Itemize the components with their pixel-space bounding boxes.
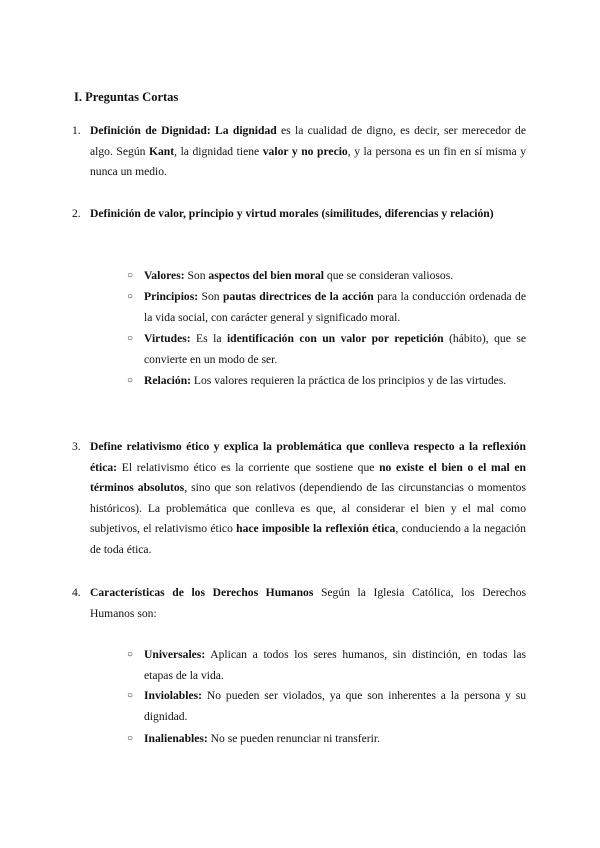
q3-term-absolutos: no existe el bien o el mal en términos absolutos (90, 460, 527, 494)
bullet-icon: ○ (127, 291, 134, 302)
item-label: Virtudes: (144, 332, 191, 345)
item-text: para la conducción ordenada de la vida social, con carácter general y significado moral. (144, 290, 526, 324)
question-number: 2. (72, 207, 81, 220)
list-item (127, 686, 526, 727)
q3-text-c: , conduciendo a la negación de toda ética. (90, 522, 526, 556)
item-term: identificación con un valor por repetición (226, 332, 444, 345)
item-text: Los valores requieren la práctica de los principios y de las virtudes. (191, 374, 507, 387)
q1-term-valor: valor y no precio (262, 144, 348, 158)
item-label: Principios: (144, 290, 199, 303)
item-term: pautas directrices de la acción (223, 290, 374, 303)
list-item (127, 645, 526, 686)
q3-term-imposible: hace imposible la reflexión ética (236, 522, 396, 535)
question-4 (72, 583, 527, 624)
q1-term-dignidad: La dignidad (215, 124, 277, 137)
section-heading: I. Preguntas Cortas (74, 90, 179, 104)
item-label: Relación: (144, 374, 192, 387)
list-item (127, 287, 526, 328)
q4-title: Características de los Derechos Humanos (90, 586, 314, 599)
item-term: aspectos del bien moral (208, 269, 325, 282)
item-label: Valores: (144, 269, 185, 282)
item-text: que se consideran valiosos. (324, 269, 454, 282)
q2-title: Definición de valor, principio y virtud morales (similitudes, diferencias y relación) (90, 207, 494, 220)
q3-text-b: , sino que son relativos (dependiendo de las circunstancias o momentos históricos). La problemática que conlleva es que, al considerar el bien y el mal como subjetivos, el relativismo ético (90, 481, 526, 535)
list-item (127, 329, 526, 370)
item-text: Aplican a todos los seres humanos, sin distinción, en todas las etapas de la vida. (144, 648, 526, 682)
item-text: (hábito), que se convierte en un modo de ser. (144, 332, 526, 366)
item-label: Inalienables: (144, 732, 208, 745)
q1-term-kant: Kant (148, 144, 175, 158)
bullet-icon: ○ (127, 270, 134, 281)
item-label: Inviolables: (144, 689, 202, 702)
list-item (127, 266, 526, 287)
bullet-icon: ○ (127, 690, 134, 701)
bullet-icon: ○ (127, 733, 134, 744)
question-2 (72, 204, 526, 225)
q1-title: Definición de Dignidad: (90, 124, 211, 137)
list-item (127, 371, 526, 392)
q3-title: Define relativismo ético y explica la problemática que conlleva respecto a la reflexión ética: (90, 440, 526, 474)
item-text: Son (198, 290, 224, 303)
item-text: No se pueden renunciar ni transferir. (207, 732, 381, 745)
q1-text-a: es la cualidad de digno, es decir, ser merecedor de algo. Según (90, 124, 526, 158)
list-item (127, 729, 526, 750)
bullet-icon: ○ (127, 375, 134, 386)
q1-text-c: , y la persona es un fin en sí misma y nunca un medio. (90, 144, 527, 178)
question-number: 3. (72, 440, 81, 453)
question-3 (72, 437, 527, 560)
item-text: Son (184, 269, 209, 282)
item-label: Universales: (144, 648, 206, 661)
item-text: Es la (190, 332, 227, 345)
question-1 (72, 121, 527, 183)
q4-text: Según la Iglesia Católica, los Derechos Humanos son: (90, 586, 527, 620)
bullet-icon: ○ (127, 333, 134, 344)
item-text: No pueden ser violados, ya que son inherentes a la persona y su dignidad. (144, 689, 526, 723)
q3-text-a: El relativismo ético es la corriente que sostiene que (117, 460, 380, 474)
q1-text-b: , la dignidad tiene (174, 144, 263, 158)
question-number: 1. (72, 124, 81, 137)
bullet-icon: ○ (127, 649, 134, 660)
question-number: 4. (72, 586, 81, 599)
